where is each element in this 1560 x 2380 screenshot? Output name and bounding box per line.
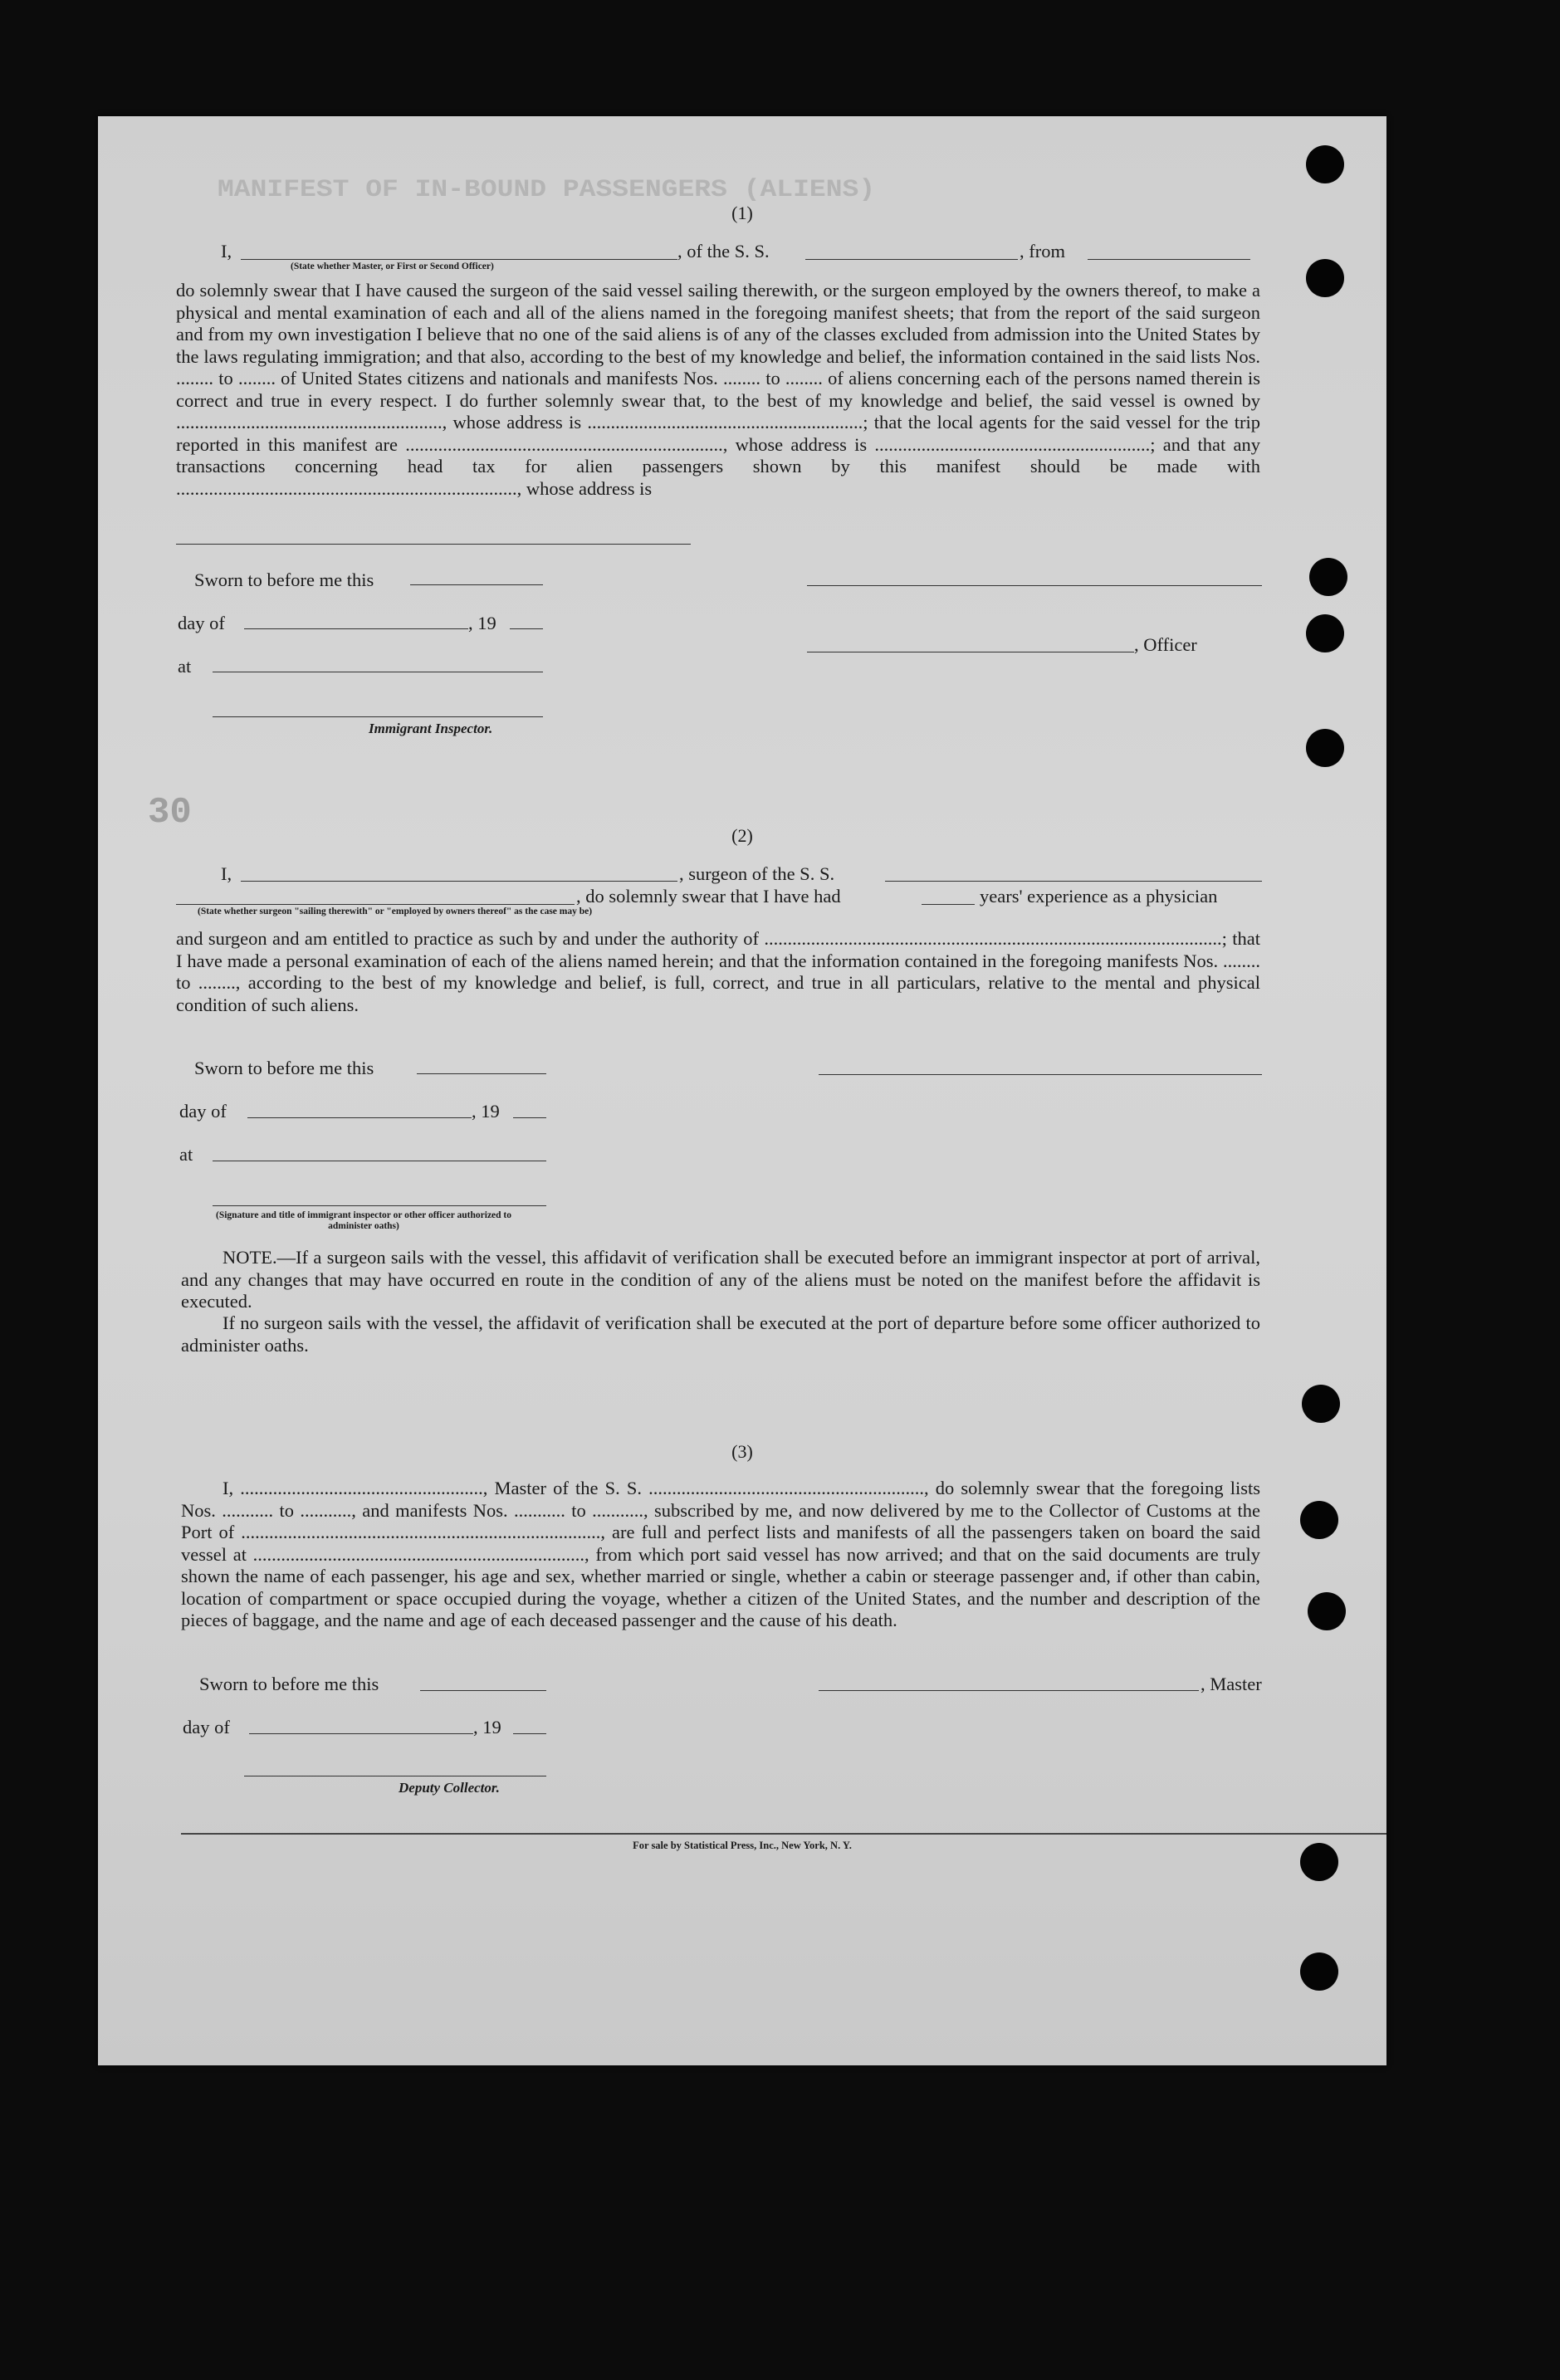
s2-type-line [176,904,575,905]
s2-day-line [247,1117,472,1118]
punch-hole [1302,1385,1340,1423]
s1-sworn-line [410,584,543,585]
s1-year-label: , 19 [468,613,496,633]
footer-rule [181,1833,1386,1835]
punch-hole [1308,1592,1346,1630]
s2-signature-note: (Signature and title of immigrant inspector or other officer authorized to administer oaths) [215,1210,512,1231]
s1-vessel-line [805,259,1018,260]
s1-sworn-label: Sworn to before me this [194,569,374,590]
s2-sworn-line [417,1073,546,1074]
s2-inspector-sig-line [213,1205,546,1206]
s1-from-line [1088,259,1250,260]
s2-note-1: NOTE.—If a surgeon sails with the vessel, this affidavit of verification shall be executed before an immigrant inspector at port of arrival, and any changes that may have occurred en route in the condition of any of the aliens must be noted on the manifest before the affidavit is executed. [181,1247,1260,1312]
section-1-number: (1) [731,203,753,223]
s1-at-label: at [178,656,192,677]
s1-address-line [176,544,691,545]
s1-inspector-label: Immigrant Inspector. [369,721,493,736]
s3-collector-label: Deputy Collector. [399,1780,500,1796]
section-2-number: (2) [731,825,753,846]
s2-i-label: I, [221,863,232,884]
s1-signature-line [807,585,1262,586]
s2-year-line [513,1117,546,1118]
s3-day-label: day of [183,1717,230,1737]
s2-at-label: at [179,1144,193,1165]
punch-hole [1300,1952,1338,1991]
s3-master-line [819,1690,1199,1691]
s1-day-line [244,628,468,629]
s2-note-2: If no surgeon sails with the vessel, the affidavit of verification shall be executed at the port of departure before some officer authorized to administer oaths. [181,1312,1260,1356]
s2-surgeon-name-line [241,881,677,882]
s2-vessel-line [885,881,1262,882]
s1-officer-note: (State whether Master, or First or Second Officer) [291,261,494,271]
s2-sworn-label: Sworn to before me this [194,1058,374,1078]
punch-hole [1306,729,1344,767]
s3-sworn-label: Sworn to before me this [199,1674,379,1694]
s3-body: I, ...................................................., Master of the S. S. ..........................................................., do solemnly swear that the foregoing lists Nos. ........... to ..........., and manifests Nos. ........... to ..........., subscribed by me, and now delivered by me to the Collector of Customs at the Port of ............................................................................., are full and perfect lists and manifests of all the passengers taken on board the said vessel at ......................................................................., from which port said vessel has now arrived; and that on the said documents are truly shown the name of each passenger, his age and sex, whether married or single, whether a cabin or steerage passenger and, if other than cabin, location of compartment or space occupied during the voyage, whether a citizen of the United States, and the number and description of the pieces of baggage, and the name and age of each deceased passenger and the cause of his death. [181,1478,1260,1630]
s2-swear-label: , do solemnly swear that I have had [576,886,841,907]
punch-hole [1300,1843,1338,1881]
s1-day-label: day of [178,613,225,633]
s2-year-label: , 19 [472,1101,500,1122]
s2-day-label: day of [179,1101,227,1122]
s2-type-note: (State whether surgeon "sailing therewith" or "employed by owners thereof" as the case may be) [198,907,593,916]
s1-officer-name-line [241,259,677,260]
s1-officer-label: , Officer [1134,634,1197,655]
s1-i-label: I, [221,241,232,261]
s2-body: and surgeon and am entitled to practice as such by and under the authority of ..................................................................................................; that I have made a personal examination of each of the aliens named herein; and that the information contained in the foregoing manifests Nos. ........ to ........, according to the best of my knowledge and belief, is full, correct, and true in all particulars, relative to the mental and physical condition of such aliens. [176,928,1260,1015]
punch-hole [1306,614,1344,652]
s3-year-line [513,1733,546,1734]
s2-years-label: years' experience as a physician [980,886,1218,907]
s1-body: do solemnly swear that I have caused the surgeon of the said vessel sailing therewith, or the surgeon employed by the owners thereof, to make a physical and mental examination of each and all of the aliens named in the foregoing manifest sheets; that from the report of the said surgeon and from my own investigation I believe that no one of the said aliens is of any of the classes excluded from admission into the United States by the laws regulating immigration; and that also, according to the best of my knowledge and belief, the information contained in the said lists Nos. ........ to ........ of United States citizens and nationals and manifests Nos. ........ to ........ of aliens concerning each of the persons named therein is correct and true in every respect. I do further solemnly swear that, to the best of my knowledge and belief, the said vessel is owned by ........................................................., whose address is ...........................................................; that the local agents for the said vessel for the trip reported in this manifest are ...................................................................., whose address is ...........................................................; and that any transactions concerning head tax for alien passengers shown by this manifest should be made with ........................................................................., whose address is [176,280,1260,499]
s2-years-line [922,904,975,905]
punch-hole [1306,259,1344,297]
printer-imprint: For sale by Statistical Press, Inc., New York, N. Y. [633,1840,852,1851]
s1-from-label: , from [1020,241,1065,261]
section-3-number: (3) [731,1441,753,1462]
bleed-through-stamp: MANIFEST OF IN-BOUND PASSENGERS (ALIENS) [217,176,876,204]
corner-number: 30 [148,792,192,833]
s3-sworn-line [420,1690,546,1691]
s2-surgeon-label: , surgeon of the S. S. [679,863,835,884]
s2-signature-line [819,1074,1262,1075]
s1-ss-label: , of the S. S. [677,241,770,261]
s3-year-label: , 19 [473,1717,501,1737]
punch-hole [1300,1501,1338,1539]
s3-day-line [249,1733,473,1734]
s3-master-label: , Master [1201,1674,1262,1694]
s1-inspector-sig-line [213,716,543,717]
document-page [98,116,1386,2065]
punch-hole [1306,145,1344,183]
s1-year-line [510,628,543,629]
punch-hole [1309,558,1347,596]
